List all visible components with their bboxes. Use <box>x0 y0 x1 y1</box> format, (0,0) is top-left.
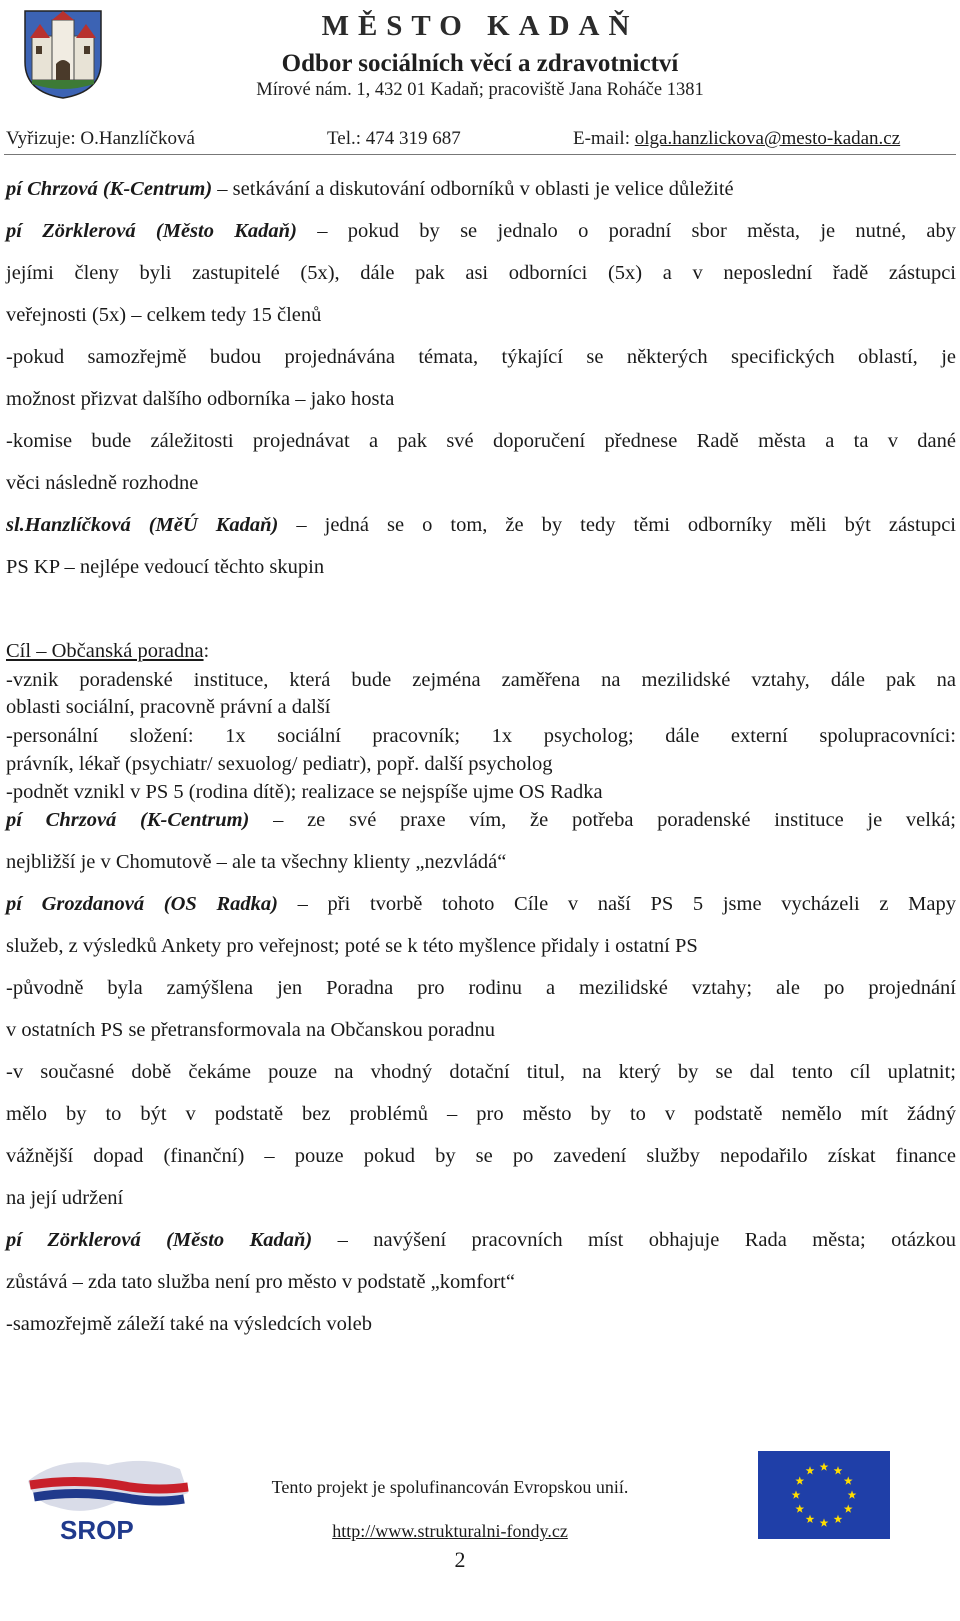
paragraph-funding-line1: -v současné době čekáme pouze na vhodný dotační titul, na který by se dal tento cíl uplatnit; <box>6 1061 956 1083</box>
speaker-name: pí Zörklerová (Město Kadaň) <box>6 1229 313 1251</box>
paragraph-funding-line4: na její udržení <box>6 1187 124 1209</box>
paragraph-experts-line1: -pokud samozřejmě budou projednávána témata, týkající se některých specifických oblastí, je <box>6 346 956 368</box>
goal-item-3-line1: -podnět vznikl v PS 5 (rodina dítě); realizace se nejspíše ujme OS Radka <box>6 781 603 803</box>
speaker-name: pí Chrzová (K-Centrum) <box>6 809 250 831</box>
speaker-name: pí Chrzová (K-Centrum) <box>6 178 213 200</box>
paragraph-funding-line2: mělo by to být v podstatě bez problémů – pro město by to v podstatě nemělo mít žádný <box>6 1103 956 1125</box>
goal-heading-text: Cíl – Občanská poradna <box>6 640 204 662</box>
goal-item-1-line1: -vznik poradenské instituce, která bude zejména zaměřena na mezilidské vztahy, dále pak na <box>6 669 956 691</box>
statement-text: – navýšení pracovních míst obhajuje Rada města; otázkou <box>312 1229 957 1251</box>
statement-text: – ze své praxe vím, že potřeba poradenské instituce je velká; <box>249 809 956 831</box>
paragraph-chrzova-1 <box>6 178 956 201</box>
eu-cofinancing-note: Tento projekt je spolufinancován Evropskou unií. <box>271 1477 629 1497</box>
paragraph-grozdanova-line1 <box>6 893 956 916</box>
paragraph-zorklerova-1-line1 <box>6 220 956 243</box>
goal-item-1-line2: oblasti sociální, pracovně právní a další <box>6 696 331 718</box>
paragraph-experts-line2: možnost přizvat dalšího odborníka – jako hosta <box>6 388 395 410</box>
email-contact <box>573 128 900 150</box>
email-label: E-mail: <box>573 128 635 149</box>
phone-number: Tel.: 474 319 687 <box>327 128 461 149</box>
office-address: Mírové nám. 1, 432 01 Kadaň; pracoviště Jana Roháče 1381 <box>256 80 704 100</box>
goal-heading <box>6 640 956 663</box>
paragraph-funding-line3: vážnější dopad (finanční) – pouze pokud by se po zavedení služby nepodařilo získat finance <box>6 1145 956 1167</box>
goal-heading-colon: : <box>203 640 210 662</box>
paragraph-hanzlickova-line2: PS KP – nejlépe vedoucí těchto skupin <box>6 556 325 578</box>
paragraph-chrzova-2-line1 <box>6 809 956 832</box>
email-link[interactable]: olga.hanzlickova@mesto-kadan.cz <box>634 128 901 149</box>
eu-flag-logo <box>758 1451 890 1539</box>
paragraph-elections: -samozřejmě záleží také na výsledcích voleb <box>6 1313 372 1335</box>
paragraph-zorklerova-2-line1 <box>6 1229 956 1252</box>
paragraph-zorklerova-1-line2: jejími členy byli zastupitelé (5x), dále pak asi odborníci (5x) a v neposlední řadě zástupci <box>6 262 956 284</box>
department-title: Odbor sociálních věcí a zdravotnictví <box>281 50 679 77</box>
goal-item-2-line1: -personální složení: 1x sociální pracovník; 1x psycholog; dále externí spolupracovníci: <box>6 725 956 747</box>
paragraph-commission-line1: -komise bude záležitosti projednávat a pak své doporučení přednese Radě města a ta v dané <box>6 430 956 452</box>
goal-item-2-line2: právník, lékař (psychiatr/ sexuolog/ pediatr), popř. další psycholog <box>6 753 553 775</box>
paragraph-original-intent-line2: v ostatních PS se přetransformovala na Občanskou poradnu <box>6 1019 496 1041</box>
page-number: 2 <box>454 1547 466 1572</box>
srop-logo-text: SROP <box>60 1515 134 1545</box>
city-name-title: MĚSTO KADAŇ <box>321 10 639 42</box>
paragraph-grozdanova-line2: služeb, z výsledků Ankety pro veřejnost; poté se k této myšlence přidaly i ostatní PS <box>6 935 698 957</box>
paragraph-original-intent-line1: -původně byla zamýšlena jen Poradna pro rodinu a mezilidské vztahy; ale po projednání <box>6 977 956 999</box>
paragraph-zorklerova-2-line2: zůstává – zda tato služba není pro město v podstatě „komfort“ <box>6 1271 515 1293</box>
statement-text: – jedná se o tom, že by tedy těmi odborníky měli být zástupci <box>278 514 957 536</box>
speaker-name: pí Zörklerová (Město Kadaň) <box>6 220 297 242</box>
srop-logo <box>20 1447 196 1551</box>
paragraph-commission-line2: věci následně rozhodne <box>6 472 199 494</box>
structural-funds-link[interactable]: http://www.strukturalni-fondy.cz <box>332 1521 568 1541</box>
paragraph-chrzova-2-line2: nejbližší je v Chomutově – ale ta všechny klienty „nezvládá“ <box>6 851 507 873</box>
paragraph-hanzlickova-line1 <box>6 514 956 537</box>
statement-text: – pokud by se jednalo o poradní sbor města, je nutné, aby <box>296 220 956 242</box>
statement-text: – setkávání a diskutování odborníků v oblasti je velice důležité <box>212 178 734 200</box>
header-divider <box>4 154 956 155</box>
paragraph-zorklerova-1-line3: veřejnosti (5x) – celkem tedy 15 členů <box>6 304 322 326</box>
speaker-name: pí Grozdanová (OS Radka) <box>6 893 278 915</box>
speaker-name: sl.Hanzlíčková (MěÚ Kadaň) <box>6 514 279 536</box>
kadan-coat-of-arms-logo <box>22 8 104 100</box>
handler-name: Vyřizuje: O.Hanzlíčková <box>6 128 195 149</box>
statement-text: – při tvorbě tohoto Cíle v naší PS 5 jsme vycházeli z Mapy <box>277 893 956 915</box>
